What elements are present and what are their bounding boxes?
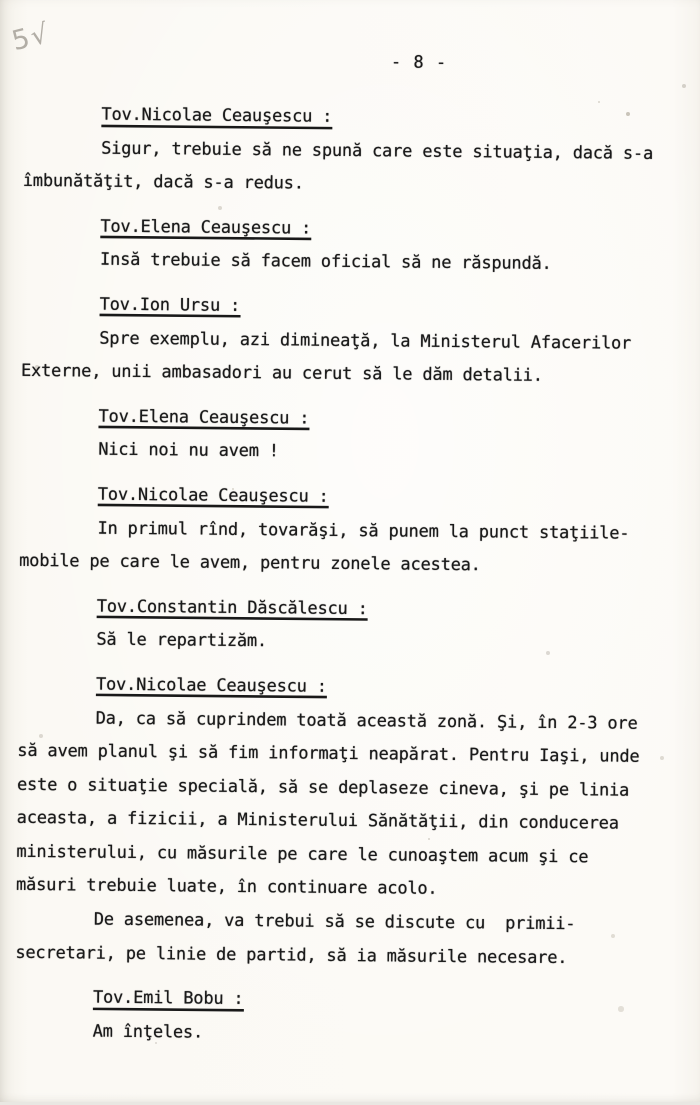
dialogue-line: Insă trebuie să facem oficial să ne răspundă. bbox=[99, 249, 552, 275]
speaker-row bbox=[97, 590, 689, 629]
speaker-heading: Tov.Constantin Dăscălescu : bbox=[97, 590, 368, 626]
dialogue-line: De asemenea, va trebui să se discute cu primii- bbox=[93, 909, 576, 935]
dialogue-line: mobile pe care le avem, pentru zonele acestea. bbox=[19, 550, 481, 576]
dialogue-line: Externe, unii ambasadori au cerut să le dăm detalii. bbox=[20, 361, 543, 387]
dialogue-line: să avem planul şi să fim informaţi neapărat. Pentru Iaşi, unde bbox=[17, 740, 640, 767]
handwritten-mark: 5√ bbox=[8, 17, 54, 58]
dialogue bbox=[14, 98, 693, 1055]
speaker-heading: Tov.Elena Ceauşescu : bbox=[100, 210, 311, 246]
dialogue-lines bbox=[19, 511, 690, 585]
speaker-heading: Tov.Elena Ceauşescu : bbox=[98, 400, 309, 436]
dialogue-block bbox=[21, 288, 692, 395]
dialogue-lines bbox=[14, 1015, 684, 1055]
dialogue-lines bbox=[22, 243, 692, 283]
dialogue-block bbox=[22, 210, 693, 284]
dialogue-line: este o situaţie specială, să se deplaseze cineva, şi pe linia bbox=[16, 774, 630, 801]
dialogue-line: Spre exemplu, azi dimineaţă, la Ministerul Afacerilor bbox=[99, 328, 632, 354]
dialogue-block bbox=[23, 98, 694, 205]
dialogue-block bbox=[20, 400, 691, 474]
speaker-row bbox=[98, 400, 690, 439]
speaker-row bbox=[93, 982, 685, 1021]
speaker-row bbox=[101, 99, 693, 138]
dialogue-line: aceasta, a fizicii, a Ministerului Sănătăţii, din conducerea bbox=[16, 808, 619, 834]
dialogue-lines bbox=[21, 321, 692, 395]
dialogue-line: In primul rînd, tovarăşi, să punem la punct staţiile- bbox=[97, 518, 630, 544]
dialogue-lines bbox=[23, 131, 694, 205]
speaker-heading: Tov.Nicolae Ceauşescu : bbox=[96, 668, 327, 704]
dialogue-lines bbox=[20, 433, 690, 473]
dialogue-line: ministerului, cu măsurile pe care le cunoaştem acum şi ce bbox=[16, 841, 589, 868]
dialogue-line: Să le repartizăm. bbox=[96, 629, 268, 652]
speaker-row bbox=[99, 289, 691, 328]
speaker-row bbox=[98, 479, 690, 518]
dialogue-block bbox=[18, 590, 689, 664]
dialogue-line: îmbunătăţit, dacă s-a redus. bbox=[22, 171, 304, 194]
dialogue-block bbox=[15, 668, 688, 977]
dialogue-line: măsuri trebuie luate, în continuare acolo. bbox=[15, 875, 438, 900]
speaker-row bbox=[96, 668, 688, 707]
speaker-heading: Tov.Nicolae Ceauşescu : bbox=[98, 479, 329, 515]
dialogue-line: Nici noi nu avem ! bbox=[98, 439, 279, 462]
speaker-heading: Tov.Emil Bobu : bbox=[93, 982, 244, 1017]
dialogue-block bbox=[14, 981, 685, 1055]
page-number: - 8 - bbox=[390, 52, 448, 73]
dialogue-lines bbox=[15, 701, 688, 976]
dialogue-line: Am înţeles. bbox=[92, 1021, 204, 1043]
dialogue-block bbox=[19, 478, 690, 585]
dialogue-line: Sigur, trebuie să ne spună care este situaţia, dacă s-a bbox=[101, 138, 654, 164]
speaker-heading: Tov.Nicolae Ceauşescu : bbox=[101, 99, 332, 135]
speaker-row bbox=[100, 210, 692, 249]
dialogue-lines bbox=[18, 623, 688, 663]
dialogue-line: Da, ca să cuprindem toată această zonă. Şi, în 2-3 ore bbox=[95, 708, 638, 734]
speaker-heading: Tov.Ion Ursu : bbox=[99, 289, 240, 324]
dialogue-line: secretari, pe linie de partid, să ia măsurile necesare. bbox=[15, 942, 568, 968]
